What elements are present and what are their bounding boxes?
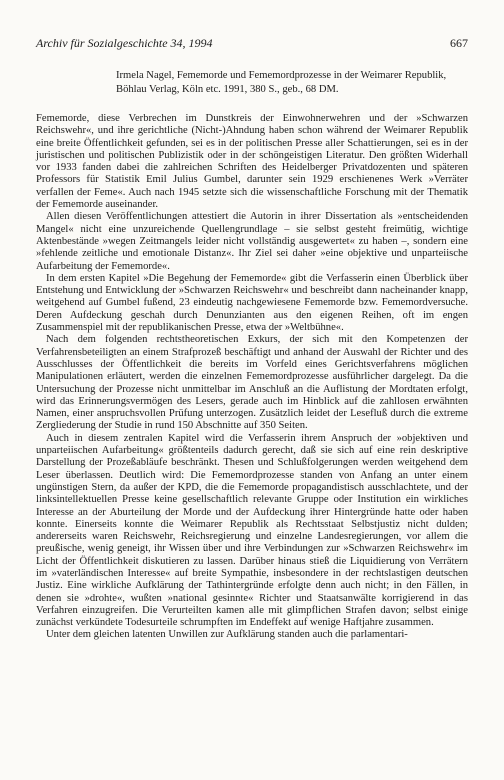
book-reference-line: Böhlau Verlag, Köln etc. 1991, 380 S., geb., 68 DM. [116,83,339,95]
paragraph: Auch in diesem zentralen Kapitel wird die Verfasserin ihrem Anspruch der »objektiven und unparteiischen Aufarbeitung« größtenteils dadurch gerecht, daß sie sich auf eine rein deskriptive Darstellung der Prozeßabläufe beschränkt. Thesen und Schlußfolgerungen werden weitgehend dem Leser überlassen. Deutlich wird: Die Fememordprozesse standen von Anfang an unter einem ungünstigen Stern, da außer der KPD, die die Fememorde propagandistisch ausschlachtete, und der linksintellektuellen Presse keine gesellschaftlich relevante Gruppe oder Institution ein wirkliches Interesse an der Aburteilung der Morde und der Aufdeckung ihrer Hintergründe hatte oder haben konnte. Einerseits konnte die Weimarer Republik als Rechtsstaat Selbstjustiz nicht dulden; andererseits waren Reichswehr, Reichsregierung und einzelne Landesregierungen, vor allem die preußische, wenig geneigt, ihr Wissen über und ihre Verbindungen zur »Schwarzen Reichswehr« im Licht der Öffentlichkeit diskutieren zu lassen. Darüber hinaus stieß die Liquidierung von Verrätern im »vaterländischen Interesse« auf breite Sympathie, insbesondere in der rechtslastigen deutschen Justiz. Eine wirkliche Aufklärung der Tathintergründe erfolgte denn auch nicht; in den Fällen, in denen sie »drohte«, wußten »national gesinnte« Richter und Staatsanwälte korrigierend in das Verfahren einzugreifen. Die Verurteilten kamen alle mit glimpflichen Strafen davon; selbst einige zunächst verkündete Todesurteile schrumpften im Endeffekt auf wenige Haftjahre zusammen. [36,432,468,629]
paragraph: Unter dem gleichen latenten Unwillen zur Aufklärung standen auch die parlamentari- [46,629,408,641]
paragraph: Fememorde, diese Verbrechen im Dunstkreis der Einwohnerwehren und der »Schwarzen Reichswehr«, und ihre gerichtliche (Nicht-)Ahndung haben schon während der Weimarer Republik eine breite Öffentlichkeit gefunden, sei es in der politischen Presse aller Schattierungen, sei es in der juristischen und politischen Publizistik oder in der schöngeistigen Literatur. Den größten Widerhall vor 1933 fanden dabei die zahlreichen Schriften des Heidelberger Privatdozenten und späteren Professors für Statistik Emil Julius Gumbel, darunter sein 1929 erschienenes Werk »Verräter verfallen der Feme«. Auch nach 1945 setzte sich die wissenschaftliche Forschung mit der Thematik der Fememorde auseinander. [36,113,468,211]
journal-title: Archiv für Sozialgeschichte 34, 1994 [36,36,213,50]
page-number: 667 [450,36,468,50]
paragraph: In dem ersten Kapitel »Die Begehung der Fememorde« gibt die Verfasserin einen Überblick über Entstehung und Entwicklung der »Schwarzen Reichswehr« und beschreibt dann nacheinander knapp, weitgehend auf Gumbel fußend, 23 eindeutig nachgewiesene Fememorde bzw. Fememordversuche. Deren Aufdeckung geschah durch Denunzianten aus den eigenen Reihen, oft im engen Zusammenspiel mit der republikanischen Presse, etwa der »Weltbühne«. [36,272,468,334]
book-reference-line: Irmela Nagel, Fememorde und Fememordprozesse in der Weimarer Republik, [116,70,447,81]
running-head [36,36,468,50]
paragraph: Nach dem folgenden rechtstheoretischen Exkurs, der sich mit den Kompetenzen der Verfahrensbeteiligten an einem Strafprozeß beschäftigt und anhand der Auswahl der Richter und des Ausschlusses der Öffentlichkeit die bereits im Vorfeld eines Gerichtsverfahrens möglichen Manipulationen erläutert, werden die einzelnen Fememordprozesse ausführlicher dargelegt. Da die Untersuchung der Prozesse nicht unmittelbar im Anschluß an die Auflistung der Mordtaten erfolgt, wird das Erinnerungsvermögen des Lesers, gerade auch im Hinblick auf die zahllosen erwähnten Namen, einer anspruchsvollen Prüfung unterzogen. Zusätzlich leidet der Lesefluß durch die extreme Zergliederung der Studie in rund 150 Abschnitte auf 350 Seiten. [36,334,468,432]
book-reference [116,69,468,96]
paragraph: Allen diesen Veröffentlichungen attestiert die Autorin in ihrer Dissertation als »entscheidenden Mangel« nicht eine unzureichende Quellengrundlage – sie selbst gesteht freimütig, wichtige Aktenbestände »wegen Zeitmangels leider nicht vollständig ausgewertet« zu haben –, sondern eine »fehlende zeitliche und emotionale Distanz«. Ihr Ziel sei daher »eine objektive und unparteiische Aufarbeitung der Fememorde«. [36,211,468,272]
review-body [36,113,468,642]
